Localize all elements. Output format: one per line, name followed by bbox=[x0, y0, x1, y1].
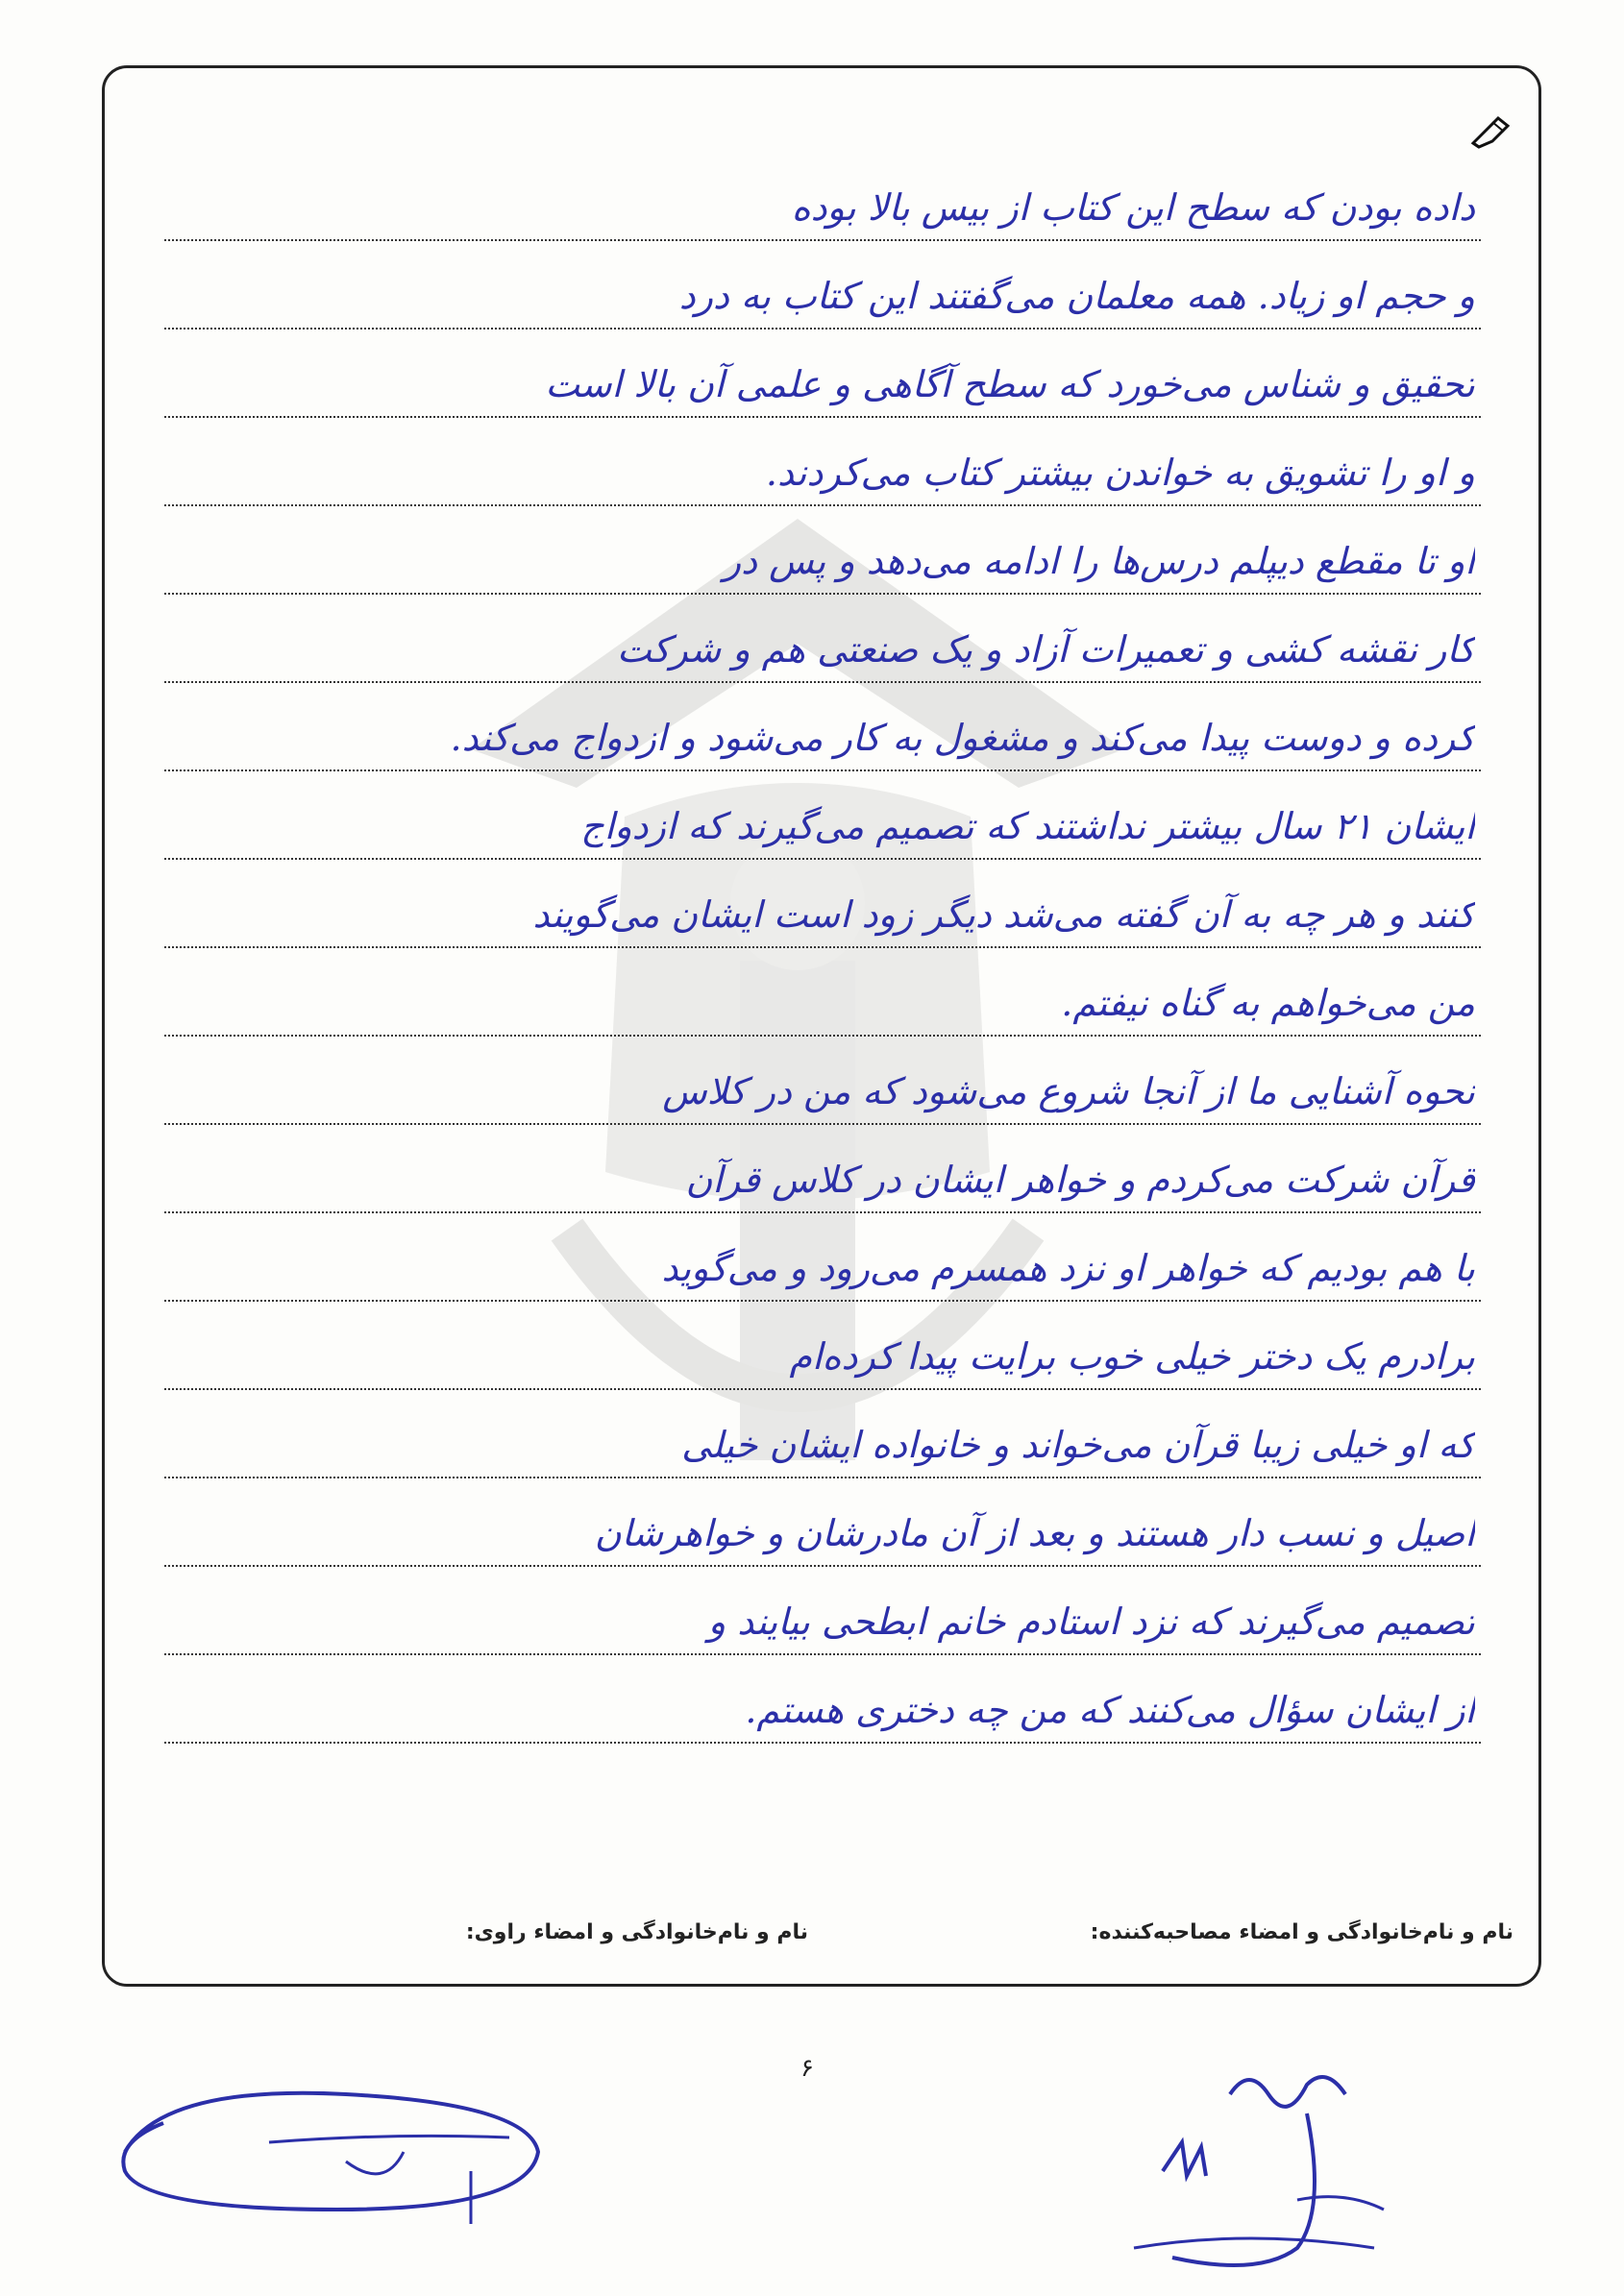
writing-line bbox=[164, 595, 1481, 683]
writing-line bbox=[164, 1478, 1481, 1567]
form-box bbox=[102, 65, 1541, 1987]
writing-line bbox=[164, 153, 1481, 241]
interviewer-signature bbox=[1057, 2056, 1461, 2286]
handwritten-text: برادرم یک دختر خیلی خوب برایت پیدا کرده‌ام bbox=[789, 1335, 1475, 1378]
handwritten-text: تصمیم می‌گیرند که نزد استادم خانم ابطحی بیایند و bbox=[707, 1600, 1475, 1643]
handwritten-text: کرده و دوست پیدا می‌کند و مشغول به کار می‌شود و ازدواج می‌کند. bbox=[450, 717, 1475, 759]
pen-icon bbox=[1469, 114, 1512, 149]
writing-line bbox=[164, 683, 1481, 771]
page-number: ۶ bbox=[800, 2054, 814, 2083]
handwritten-text: تحقیق و شناس می‌خورد که سطح آگاهی و علمی آن بالا است bbox=[545, 363, 1475, 405]
writing-line bbox=[164, 1655, 1481, 1744]
handwritten-text: و حجم او زیاد. همه معلمان می‌گفتند این کتاب به درد bbox=[678, 275, 1475, 317]
handwritten-text: از ایشان سؤال می‌کنند که من چه دختری هستم. bbox=[745, 1689, 1475, 1731]
handwritten-text: نحوه آشنایی ما از آنجا شروع می‌شود که من در کلاس bbox=[662, 1070, 1475, 1112]
writing-line bbox=[164, 418, 1481, 506]
handwritten-text: اصیل و نسب دار هستند و بعد از آن مادرشان و خواهرشان bbox=[594, 1512, 1475, 1554]
handwritten-text: او تا مقطع دیپلم درس‌ها را ادامه می‌دهد و پس در bbox=[723, 540, 1475, 582]
writing-line bbox=[164, 948, 1481, 1037]
narrator-signature bbox=[106, 2065, 567, 2229]
handwritten-text: کار نقشه کشی و تعمیرات آزاد و یک صنعتی هم و شرکت bbox=[616, 628, 1475, 671]
interviewer-label: نام و نام‌خانوادگی و امضاء مصاحبه‌کننده: bbox=[1090, 1920, 1513, 1944]
writing-line bbox=[164, 506, 1481, 595]
handwritten-text: قرآن شرکت می‌کردم و خواهر ایشان در کلاس قرآن bbox=[685, 1159, 1475, 1201]
writing-line bbox=[164, 1390, 1481, 1478]
writing-line bbox=[164, 241, 1481, 330]
handwritten-text: ایشان ۲۱ سال بیشتر نداشتند که تصمیم می‌گیرند که ازدواج bbox=[580, 805, 1475, 847]
writing-line bbox=[164, 330, 1481, 418]
writing-line bbox=[164, 1302, 1481, 1390]
handwritten-lines bbox=[164, 153, 1481, 1744]
writing-line bbox=[164, 1567, 1481, 1655]
writing-line bbox=[164, 771, 1481, 860]
handwritten-text: داده بودن که سطح این کتاب از بیس بالا بوده bbox=[791, 186, 1475, 229]
handwritten-text: که او خیلی زیبا قرآن می‌خواند و خانواده ایشان خیلی bbox=[681, 1424, 1475, 1466]
handwritten-text: من می‌خواهم به گناه نیفتم. bbox=[1061, 982, 1475, 1024]
handwritten-text: با هم بودیم که خواهر او نزد همسرم می‌رود و می‌گوید bbox=[661, 1247, 1475, 1289]
narrator-label: نام و نام‌خانوادگی و امضاء راوی: bbox=[465, 1920, 808, 1944]
handwritten-text: کنند و هر چه به آن گفته می‌شد دیگر زود است ایشان می‌گویند bbox=[532, 893, 1475, 936]
writing-line bbox=[164, 860, 1481, 948]
writing-line bbox=[164, 1125, 1481, 1213]
writing-line bbox=[164, 1037, 1481, 1125]
writing-line bbox=[164, 1213, 1481, 1302]
signature-labels bbox=[105, 1920, 1538, 1959]
handwritten-text: و او را تشویق به خواندن بیشتر کتاب می‌کردند. bbox=[765, 452, 1475, 494]
